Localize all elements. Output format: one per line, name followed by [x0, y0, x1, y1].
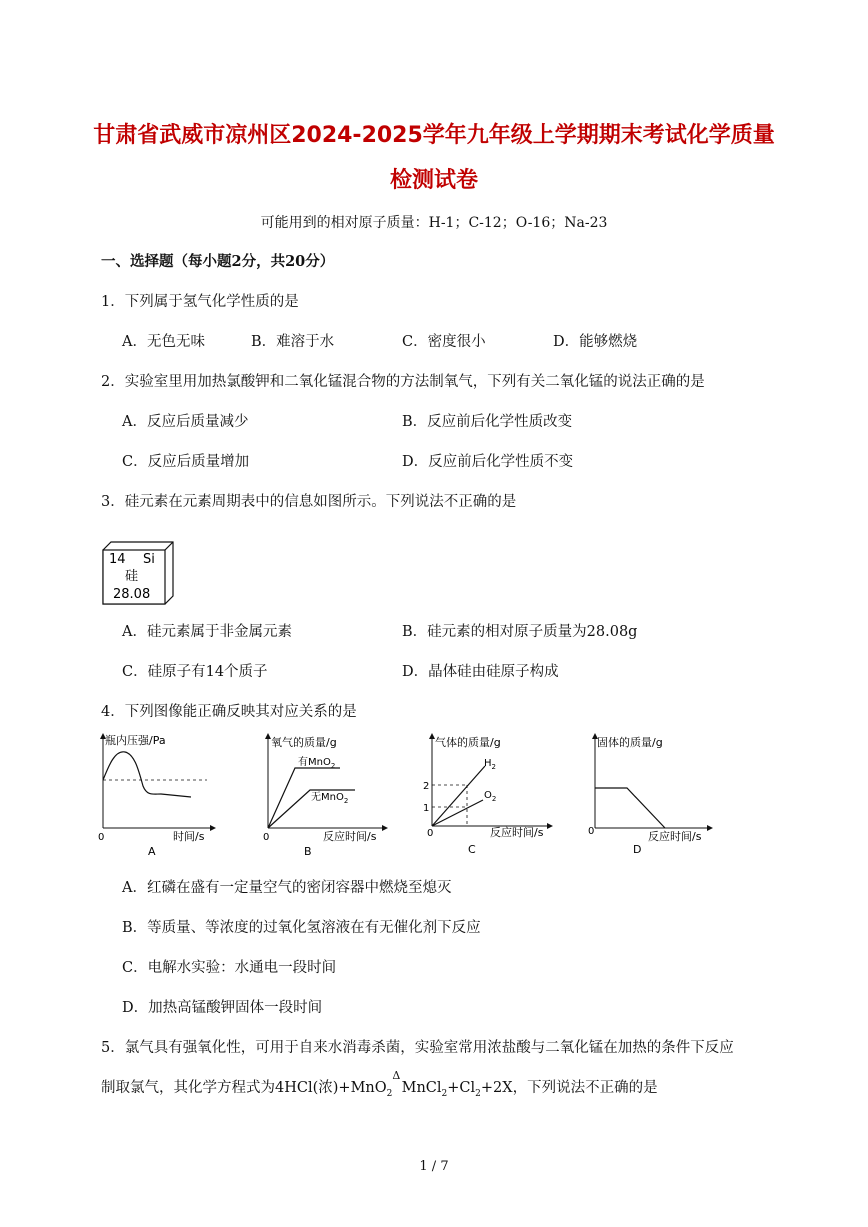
graph-b-origin: 0: [263, 832, 270, 843]
element-mass: 28.08: [113, 587, 151, 602]
q1-option-b: B．难溶于水: [251, 334, 335, 350]
graph-a-origin: 0: [98, 832, 105, 843]
q3-stem: 3．硅元素在元素周期表中的信息如图所示。下列说法不正确的是: [101, 494, 517, 510]
element-cell-silicon: [101, 540, 181, 606]
heating-delta-sign: Δ: [392, 1069, 401, 1082]
q4-option-c: C．电解水实验：水通电一段时间: [122, 960, 337, 976]
graph-d-caption: D: [633, 843, 642, 856]
element-name: 硅: [125, 569, 139, 584]
graph-a-xlabel: 时间/s: [173, 830, 205, 843]
q2-option-b: B．反应前后化学性质改变: [402, 414, 573, 430]
exam-title-line2: 检测试卷: [389, 168, 478, 193]
q4-stem: 4．下列图像能正确反映其对应关系的是: [101, 704, 357, 720]
exam-title-line1: 甘肃省武威市凉州区2024-2025学年九年级上学期期末考试化学质量: [93, 123, 775, 148]
graph-c-tick-2: 2: [423, 781, 430, 792]
q5-equation-line: 制取氯气，其化学方程式为4HCl(浓)+MnO$_2$ Δ $MnCl_2+Cl_2+2X$，下列说法不正确的是: [101, 1069, 658, 1099]
graph-d-ylabel: 固体的质量/g: [597, 736, 663, 749]
graph-c-ylabel: 气体的质量/g: [435, 736, 501, 749]
q5-stem: 5．氯气具有强氧化性，可用于自来水消毒杀菌，实验室常用浓盐酸与二氧化锰在加热的条件下反应: [101, 1040, 734, 1056]
element-symbol: Si: [143, 552, 155, 567]
graph-b: [263, 735, 385, 858]
element-number: 14: [109, 552, 126, 567]
graph-b-xlabel: 反应时间/s: [323, 830, 377, 843]
graph-a-caption: A: [148, 845, 156, 858]
q1-option-a: A．无色无味: [122, 334, 205, 350]
section-heading: 一、选择题（每小题2分，共20分）: [101, 253, 335, 270]
page-number: 1 / 7: [419, 1159, 449, 1174]
q2-option-c: C．反应后质量增加: [122, 454, 250, 470]
graph-c-line2-label: $O_2$: [484, 790, 497, 803]
q1-option-c: C．密度很小: [402, 334, 486, 350]
q2-option-d: D．反应前后化学性质不变: [402, 454, 574, 470]
q1-stem: 1．下列属于氢气化学性质的是: [101, 294, 299, 310]
graph-b-line1-label: 有MnO$_2$: [298, 757, 336, 770]
q4-graphs: [95, 730, 715, 860]
q3-option-a: A．硅元素属于非金属元素: [122, 624, 292, 640]
q1-option-d: D．能够燃烧: [553, 334, 638, 350]
q3-option-c: C．硅原子有14个质子: [122, 664, 268, 680]
q4-option-a: A．红磷在盛有一定量空气的密闭容器中燃烧至熄灭: [122, 880, 452, 896]
graph-b-caption: B: [304, 845, 312, 858]
q3-option-b: B．硅元素的相对原子质量为28.08g: [402, 624, 638, 640]
graph-b-line2-label: 无MnO$_2$: [311, 792, 349, 805]
q3-option-d: D．晶体硅由硅原子构成: [402, 664, 559, 680]
q4-option-b: B．等质量、等浓度的过氧化氢溶液在有无催化剂下反应: [122, 920, 481, 936]
graph-d: [588, 735, 710, 856]
graph-b-ylabel: 氧气的质量/g: [271, 736, 337, 749]
graph-c-xlabel: 反应时间/s: [490, 826, 544, 839]
graph-c-tick-1: 1: [423, 803, 430, 814]
graph-a-ylabel: 瓶内压强/Pa: [105, 734, 166, 747]
atomic-masses-note: 可能用到的相对原子质量：H-1；C-12；O-16；Na-23: [260, 215, 608, 231]
q2-option-a: A．反应后质量减少: [122, 414, 249, 430]
graph-c-line1-label: $H_2$: [484, 758, 496, 771]
graph-c: [423, 735, 550, 856]
q2-stem: 2．实验室里用加热氯酸钾和二氧化锰混合物的方法制氧气，下列有关二氧化锰的说法正确的是: [101, 374, 705, 390]
graph-c-origin: 0: [427, 828, 434, 839]
graph-c-caption: C: [468, 843, 476, 856]
graph-d-origin: 0: [588, 826, 595, 837]
q4-option-d: D．加热高锰酸钾固体一段时间: [122, 1000, 323, 1016]
graph-a: [98, 733, 213, 858]
graph-d-xlabel: 反应时间/s: [648, 830, 702, 843]
